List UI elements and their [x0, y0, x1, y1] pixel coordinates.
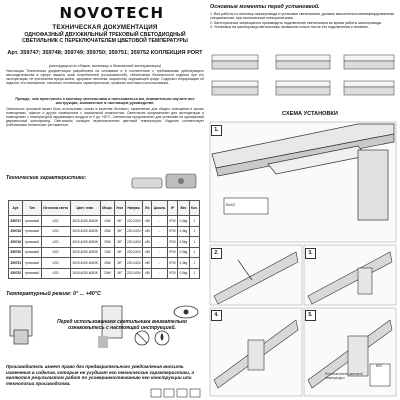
specs-cell: 1 [189, 268, 199, 279]
doc-subtitle: (инструкция по сборке, монтажу и безопасной эксплуатации) [49, 64, 161, 68]
specs-header-row [9, 201, 200, 216]
specs-cell: трековый [23, 226, 41, 237]
specs-cell: 3000-4000-6000K [70, 237, 100, 248]
specs-cell: >80 [143, 216, 152, 227]
manufacturer-note: Производитель имеет право без предварительного уведомления вносить изменения в изделие, которые не ухудшат его технические характеристики, а являются результатом работ по усовершенствованию его конструкции или технологии производства. [6, 364, 195, 386]
specs-row [9, 216, 200, 227]
specs-cell: >80 [143, 247, 152, 258]
read-instructions-note: Перед использованием светильника внимательно ознакомьтесь с настоящей инструкцией. [57, 319, 187, 331]
specs-cell: 36° [114, 258, 125, 269]
specs-cell: 1 [189, 247, 199, 258]
intro-paragraph-3: Светильник трековый может быть использован только в качестве бытового, применение для общего освещения в жилых помещениях, офисах и других помещениях с нормальной влажностью. Светильник предназначен для эксплуатации в помещениях с температурой окружающего воздуха от 0 до +40°С. Светильник предназначен для установки на однофазный двухжильный шинопровод. Светильник оснащен переключателем цветовой температуры. Изделие соответствует требованиям технических регламентов. [6, 107, 204, 128]
specs-cell: 36° [114, 226, 125, 237]
specs-row [9, 247, 200, 258]
specs-article-cell: 359751 [9, 258, 23, 269]
specs-cell: 220-240V [125, 216, 143, 227]
specs-header-cell: Вес [178, 201, 189, 216]
specs-cell: LED [41, 237, 70, 248]
intro-paragraph-1: Настоящая Техническая документация разработана на основании и в соответствии с требованиями действующего законодательства в сфере защиты прав потребителей (пользователей), обеспечения безопасности изделия при его эксплуатации, не причинения вреда жизни, здоровью человека, имуществу, окружающей среде. Содержит информацию об изделии, его назначении, основных технических характеристиках, правилах монтажа и использования. [6, 69, 204, 86]
specs-cell: LED [41, 268, 70, 279]
switch-label: Переключатель цветовой температуры [325, 372, 363, 380]
scheme-step-3 [304, 245, 396, 305]
specs-cell: 3000-4000-6000K [70, 268, 100, 279]
specs-cell: >80 [143, 258, 152, 269]
specs-header-cell: Тип [23, 201, 41, 216]
specs-cell: 0,3kg [178, 247, 189, 258]
specs-cell: 1 [189, 216, 199, 227]
specs-cell: 0,4kg [178, 258, 189, 269]
step-badge: 5. [305, 310, 316, 321]
articles-line: Арт. 359747; 359748; 359749; 359750; 359751; 359752 КОЛЛЕКЦИЯ PORT [7, 50, 203, 56]
specs-cell: 3000-4000-6000K [70, 247, 100, 258]
switch-on-label: ВКЛ. [376, 364, 383, 368]
specs-cell: >80 [143, 226, 152, 237]
specs-header-cell: Цоколь [152, 201, 168, 216]
no-touch-icon [135, 331, 149, 345]
no-water-icon [155, 331, 169, 345]
specs-cell: 3000-4000-6000K [70, 258, 100, 269]
brand-logo: NOVOTECH [59, 4, 165, 22]
specs-cell: 36° [114, 268, 125, 279]
specs-cell: 36° [114, 237, 125, 248]
specs-cell: IP20 [167, 247, 177, 258]
specs-cell: 0,3kg [178, 216, 189, 227]
installation-scheme [208, 120, 398, 398]
install-notes-heading: Основные моменты перед установкой. [210, 4, 320, 10]
specs-cell: 36° [114, 247, 125, 258]
specs-article-cell: 359752 [9, 268, 23, 279]
specs-header-cell: Арт. [9, 201, 23, 216]
specs-row [9, 237, 200, 248]
specs-cell: LED [41, 258, 70, 269]
specs-header-cell: Кол. [189, 201, 199, 216]
install-note-item: 2. Категорически запрещается производить подключение светильника во время работы шинопровода. [210, 20, 382, 25]
specs-cell: 1 [189, 237, 199, 248]
specs-cell: трековый [23, 258, 41, 269]
specs-header-cell: Ra [143, 201, 152, 216]
specs-header-cell: Угол [114, 201, 125, 216]
product-thumbnail [130, 170, 200, 196]
specs-cell: LED [41, 247, 70, 258]
eye-warning-icon [174, 306, 198, 318]
specs-header-cell: Напряж. [125, 201, 143, 216]
specs-header-cell: Мощн. [100, 201, 114, 216]
specs-cell: IP20 [167, 268, 177, 279]
step-badge: 1. [211, 125, 222, 136]
specs-cell: 0,5kg [178, 237, 189, 248]
product-title: ОДНОФАЗНЫЙ ДВУХЖИЛЬНЫЙ ТРЕКОВЫЙ СВЕТОДИОДНЫЙ СВЕТИЛЬНИК С ПЕРЕКЛЮЧАТЕЛЕМ ЦВЕТОВОЙ ТЕМПЕРАТУРЫ [22, 32, 188, 44]
doc-title: ТЕХНИЧЕСКАЯ ДОКУМЕНТАЦИЯ [52, 24, 158, 31]
recycle-icons-row [6, 355, 202, 363]
intro-paragraph-2: Прежде, чем приступить к монтажу светильника и пользоваться им, внимательно изучите все инструкции, изложенные в настоящем руководстве. [15, 97, 195, 106]
specs-cell: - [152, 226, 168, 237]
specs-cell: IP20 [167, 237, 177, 248]
specs-cell: IP20 [167, 216, 177, 227]
step-badge: 2. [211, 248, 222, 259]
specs-body [9, 216, 200, 279]
certification-icons [150, 388, 202, 398]
specs-row [9, 268, 200, 279]
install-notes-list [210, 12, 396, 30]
specs-cell: трековый [23, 247, 41, 258]
specs-cell: 15W [100, 258, 114, 269]
scheme-step-1 [210, 122, 396, 242]
specs-cell: трековый [23, 237, 41, 248]
specs-article-cell: 359749 [9, 237, 23, 248]
specs-cell: трековый [23, 268, 41, 279]
specs-article-cell: 359750 [9, 247, 23, 258]
specs-cell: 0,5kg [178, 268, 189, 279]
specs-cell: трековый [23, 216, 41, 227]
bracket-icon [10, 306, 32, 344]
specs-cell: - [152, 247, 168, 258]
specs-article-cell: 359747 [9, 216, 23, 227]
switch-off-label: ВЫКЛ. [226, 203, 236, 207]
dimension-drawings [208, 45, 398, 105]
specs-cell: 10W [100, 247, 114, 258]
specs-header-cell: Источник света [41, 201, 70, 216]
specs-cell: 3000-4000-6000K [70, 226, 100, 237]
specs-cell: 0,4kg [178, 226, 189, 237]
specs-cell: 10W [100, 216, 114, 227]
scheme-step-4 [210, 308, 302, 396]
install-note-item: 1. Все работы по монтажу шинопровода и установке светильника, должны выполняться квалифицированным специалистом, при отключенном электропитании. [210, 12, 394, 21]
specs-header-cell: Цвет. темп. [70, 201, 100, 216]
specs-cell: >80 [143, 237, 152, 248]
specs-cell: >80 [143, 268, 152, 279]
specs-row [9, 258, 200, 269]
scheme-step-5 [304, 308, 396, 396]
scheme-step-2 [210, 245, 302, 305]
specs-cell: 20W [100, 268, 114, 279]
step-badge: 4. [211, 310, 222, 321]
installation-scheme-title: СХЕМА УСТАНОВКИ [282, 111, 338, 117]
specs-cell: - [152, 216, 168, 227]
specs-cell: 1 [189, 226, 199, 237]
specs-article-cell: 359748 [9, 226, 23, 237]
specs-cell: 220-240V [125, 226, 143, 237]
step-badge: 3. [305, 248, 316, 259]
specs-cell: 20W [100, 237, 114, 248]
specs-cell: 220-240V [125, 237, 143, 248]
specs-row [9, 226, 200, 237]
specs-cell: 3000-4000-6000K [70, 216, 100, 227]
specs-cell: 220-240V [125, 268, 143, 279]
specs-cell: LED [41, 226, 70, 237]
specs-cell: 220-240V [125, 247, 143, 258]
specs-cell: 36° [114, 216, 125, 227]
specs-table [8, 200, 200, 279]
specs-cell: - [152, 237, 168, 248]
specs-cell: IP20 [167, 258, 177, 269]
specs-cell: - [152, 268, 168, 279]
specs-cell: - [152, 258, 168, 269]
specs-cell: LED [41, 216, 70, 227]
install-note-item: 3. Установка на шинопровод светильника, возможна только после его подключения к питанию. [210, 25, 369, 30]
specs-cell: 1 [189, 258, 199, 269]
specs-cell: 15W [100, 226, 114, 237]
specs-cell: 220-240V [125, 258, 143, 269]
specs-title: Технические характеристики: [6, 175, 87, 181]
temperature-range: Температурный режим: 0° ... +40°С [6, 291, 101, 297]
specs-cell: IP20 [167, 226, 177, 237]
specs-header-cell: IP [167, 201, 177, 216]
